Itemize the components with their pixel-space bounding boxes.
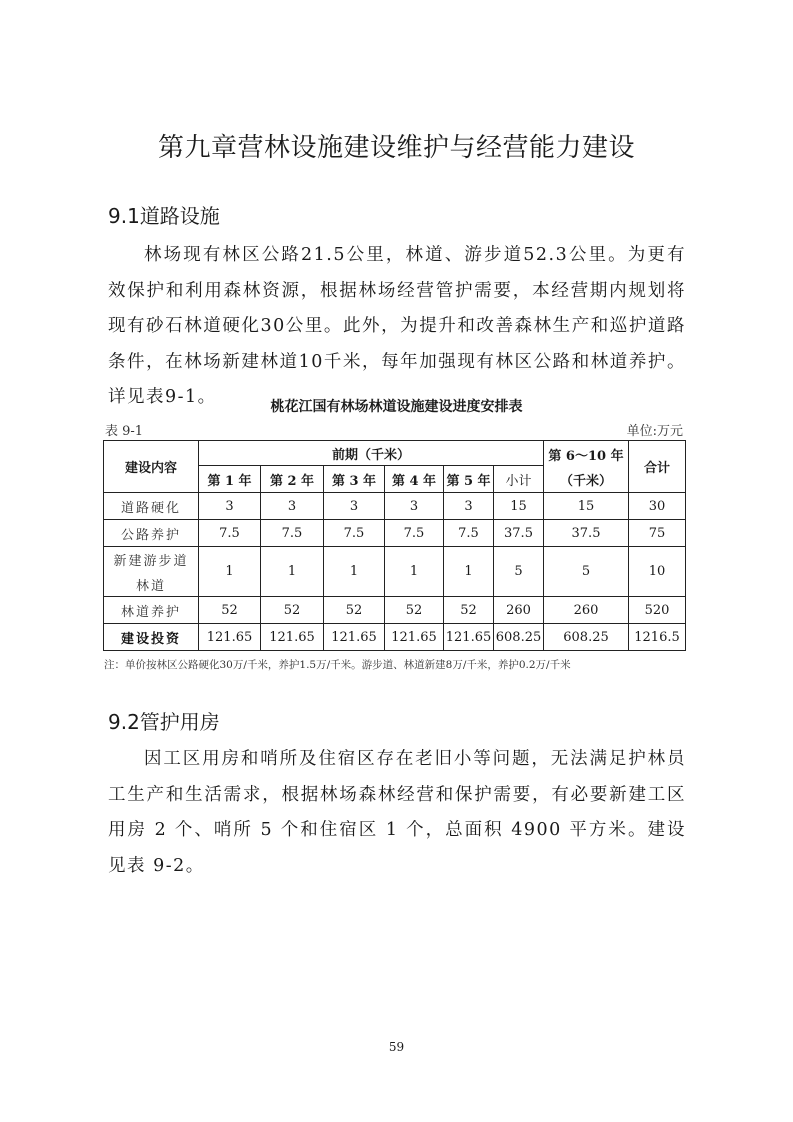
table-header-row-1	[104, 441, 686, 466]
table-cell: 7.5	[385, 520, 444, 547]
table-title: 桃花江国有林场林道设施建设进度安排表	[270, 399, 523, 415]
table-cell: 1	[261, 547, 324, 597]
row-label-text: 公路养护	[120, 527, 181, 543]
header-total: 合计	[629, 441, 686, 493]
table-cell: 52	[444, 597, 494, 624]
table-row	[104, 547, 686, 597]
table-cell: 260	[544, 597, 629, 624]
section-heading-9-2: 9.2管护用房	[108, 710, 220, 734]
row-label	[104, 493, 199, 520]
table-cell: 7.5	[199, 520, 261, 547]
table-number: 表 9-1	[105, 424, 144, 439]
header-year-5: 第 5 年	[444, 466, 494, 493]
table-cell: 10	[629, 547, 686, 597]
table-cell: 3	[324, 493, 385, 520]
header-year-4: 第 4 年	[385, 466, 444, 493]
header-year-1: 第 1 年	[199, 466, 261, 493]
table-cell: 52	[261, 597, 324, 624]
table-row	[104, 520, 686, 547]
row-label	[104, 547, 199, 597]
table-row	[104, 493, 686, 520]
table-cell: 1216.5	[629, 624, 686, 651]
header-subtotal: 小计	[494, 466, 544, 493]
table-row	[104, 597, 686, 624]
table-cell: 3	[261, 493, 324, 520]
table-cell: 37.5	[544, 520, 629, 547]
table-cell: 30	[629, 493, 686, 520]
table-cell: 52	[324, 597, 385, 624]
table-cell: 1	[444, 547, 494, 597]
table-cell: 5	[544, 547, 629, 597]
table-cell: 3	[199, 493, 261, 520]
table-cell: 7.5	[261, 520, 324, 547]
table-body	[104, 493, 686, 651]
chapter-title: 第九章营林设施建设维护与经营能力建设	[157, 133, 635, 163]
table-cell: 1	[324, 547, 385, 597]
section-heading-9-1: 9.1道路设施	[108, 204, 220, 228]
row-label-text: 建设投资	[120, 631, 181, 647]
table-cell: 7.5	[444, 520, 494, 547]
table-cell: 121.65	[261, 624, 324, 651]
table-cell: 52	[385, 597, 444, 624]
header-later-period-line1: 第 6～10 年	[548, 448, 624, 464]
table-cell: 520	[629, 597, 686, 624]
header-year-3: 第 3 年	[324, 466, 385, 493]
table-note: 注：单价按林区公路硬化30万/千米，养护1.5万/千米。游步道、林道新建8万/千米，养护0.2万/千米	[104, 659, 571, 671]
header-early-period: 前期（千米）	[199, 441, 544, 466]
header-later-period	[544, 441, 629, 493]
table-cell: 608.25	[544, 624, 629, 651]
table-cell: 5	[494, 547, 544, 597]
row-label	[104, 597, 199, 624]
table-cell: 121.65	[444, 624, 494, 651]
table-cell: 75	[629, 520, 686, 547]
row-label	[104, 520, 199, 547]
row-label	[104, 624, 199, 651]
table-cell: 260	[494, 597, 544, 624]
table-cell: 15	[544, 493, 629, 520]
table-cell: 1	[199, 547, 261, 597]
section-9-2-paragraph: 因工区用房和哨所及住宿区存在老旧小等问题，无法满足护林员工生产和生活需求，根据林场森林经营和保护需要，有必要新建工区用房 2 个、哨所 5 个和住宿区 1 个，总面积 4900 平方米。建设见表 9-2。	[108, 749, 686, 876]
table-cell: 52	[199, 597, 261, 624]
page-number: 59	[388, 1040, 405, 1054]
table-cell: 3	[385, 493, 444, 520]
row-label-text: 新建游步道	[113, 553, 189, 569]
table-cell: 15	[494, 493, 544, 520]
table-cell: 3	[444, 493, 494, 520]
schedule-table	[103, 440, 686, 651]
table-cell: 121.65	[199, 624, 261, 651]
table-row	[104, 624, 686, 651]
row-label-text-line2: 林道	[135, 578, 166, 594]
table-cell: 608.25	[494, 624, 544, 651]
table-cell: 121.65	[385, 624, 444, 651]
table-unit: 单位:万元	[626, 424, 683, 439]
row-label-text: 林道养护	[120, 604, 181, 620]
header-content: 建设内容	[104, 441, 199, 493]
table-cell: 7.5	[324, 520, 385, 547]
row-label-text: 道路硬化	[120, 500, 181, 516]
table-cell: 37.5	[494, 520, 544, 547]
header-later-period-line2: （千米）	[559, 473, 612, 489]
table-cell: 1	[385, 547, 444, 597]
section-9-1-paragraph: 林场现有林区公路21.5公里，林道、游步道52.3公里。为更有效保护和利用森林资源，根据林场经营管护需要，本经营期内规划将现有砂石林道硬化30公里。此外，为提升和改善森林生产和巡护道路条件，在林场新建林道10千米，每年加强现有林区公路和林道养护。详见表9-1。	[108, 245, 686, 407]
header-year-2: 第 2 年	[261, 466, 324, 493]
table-cell: 121.65	[324, 624, 385, 651]
